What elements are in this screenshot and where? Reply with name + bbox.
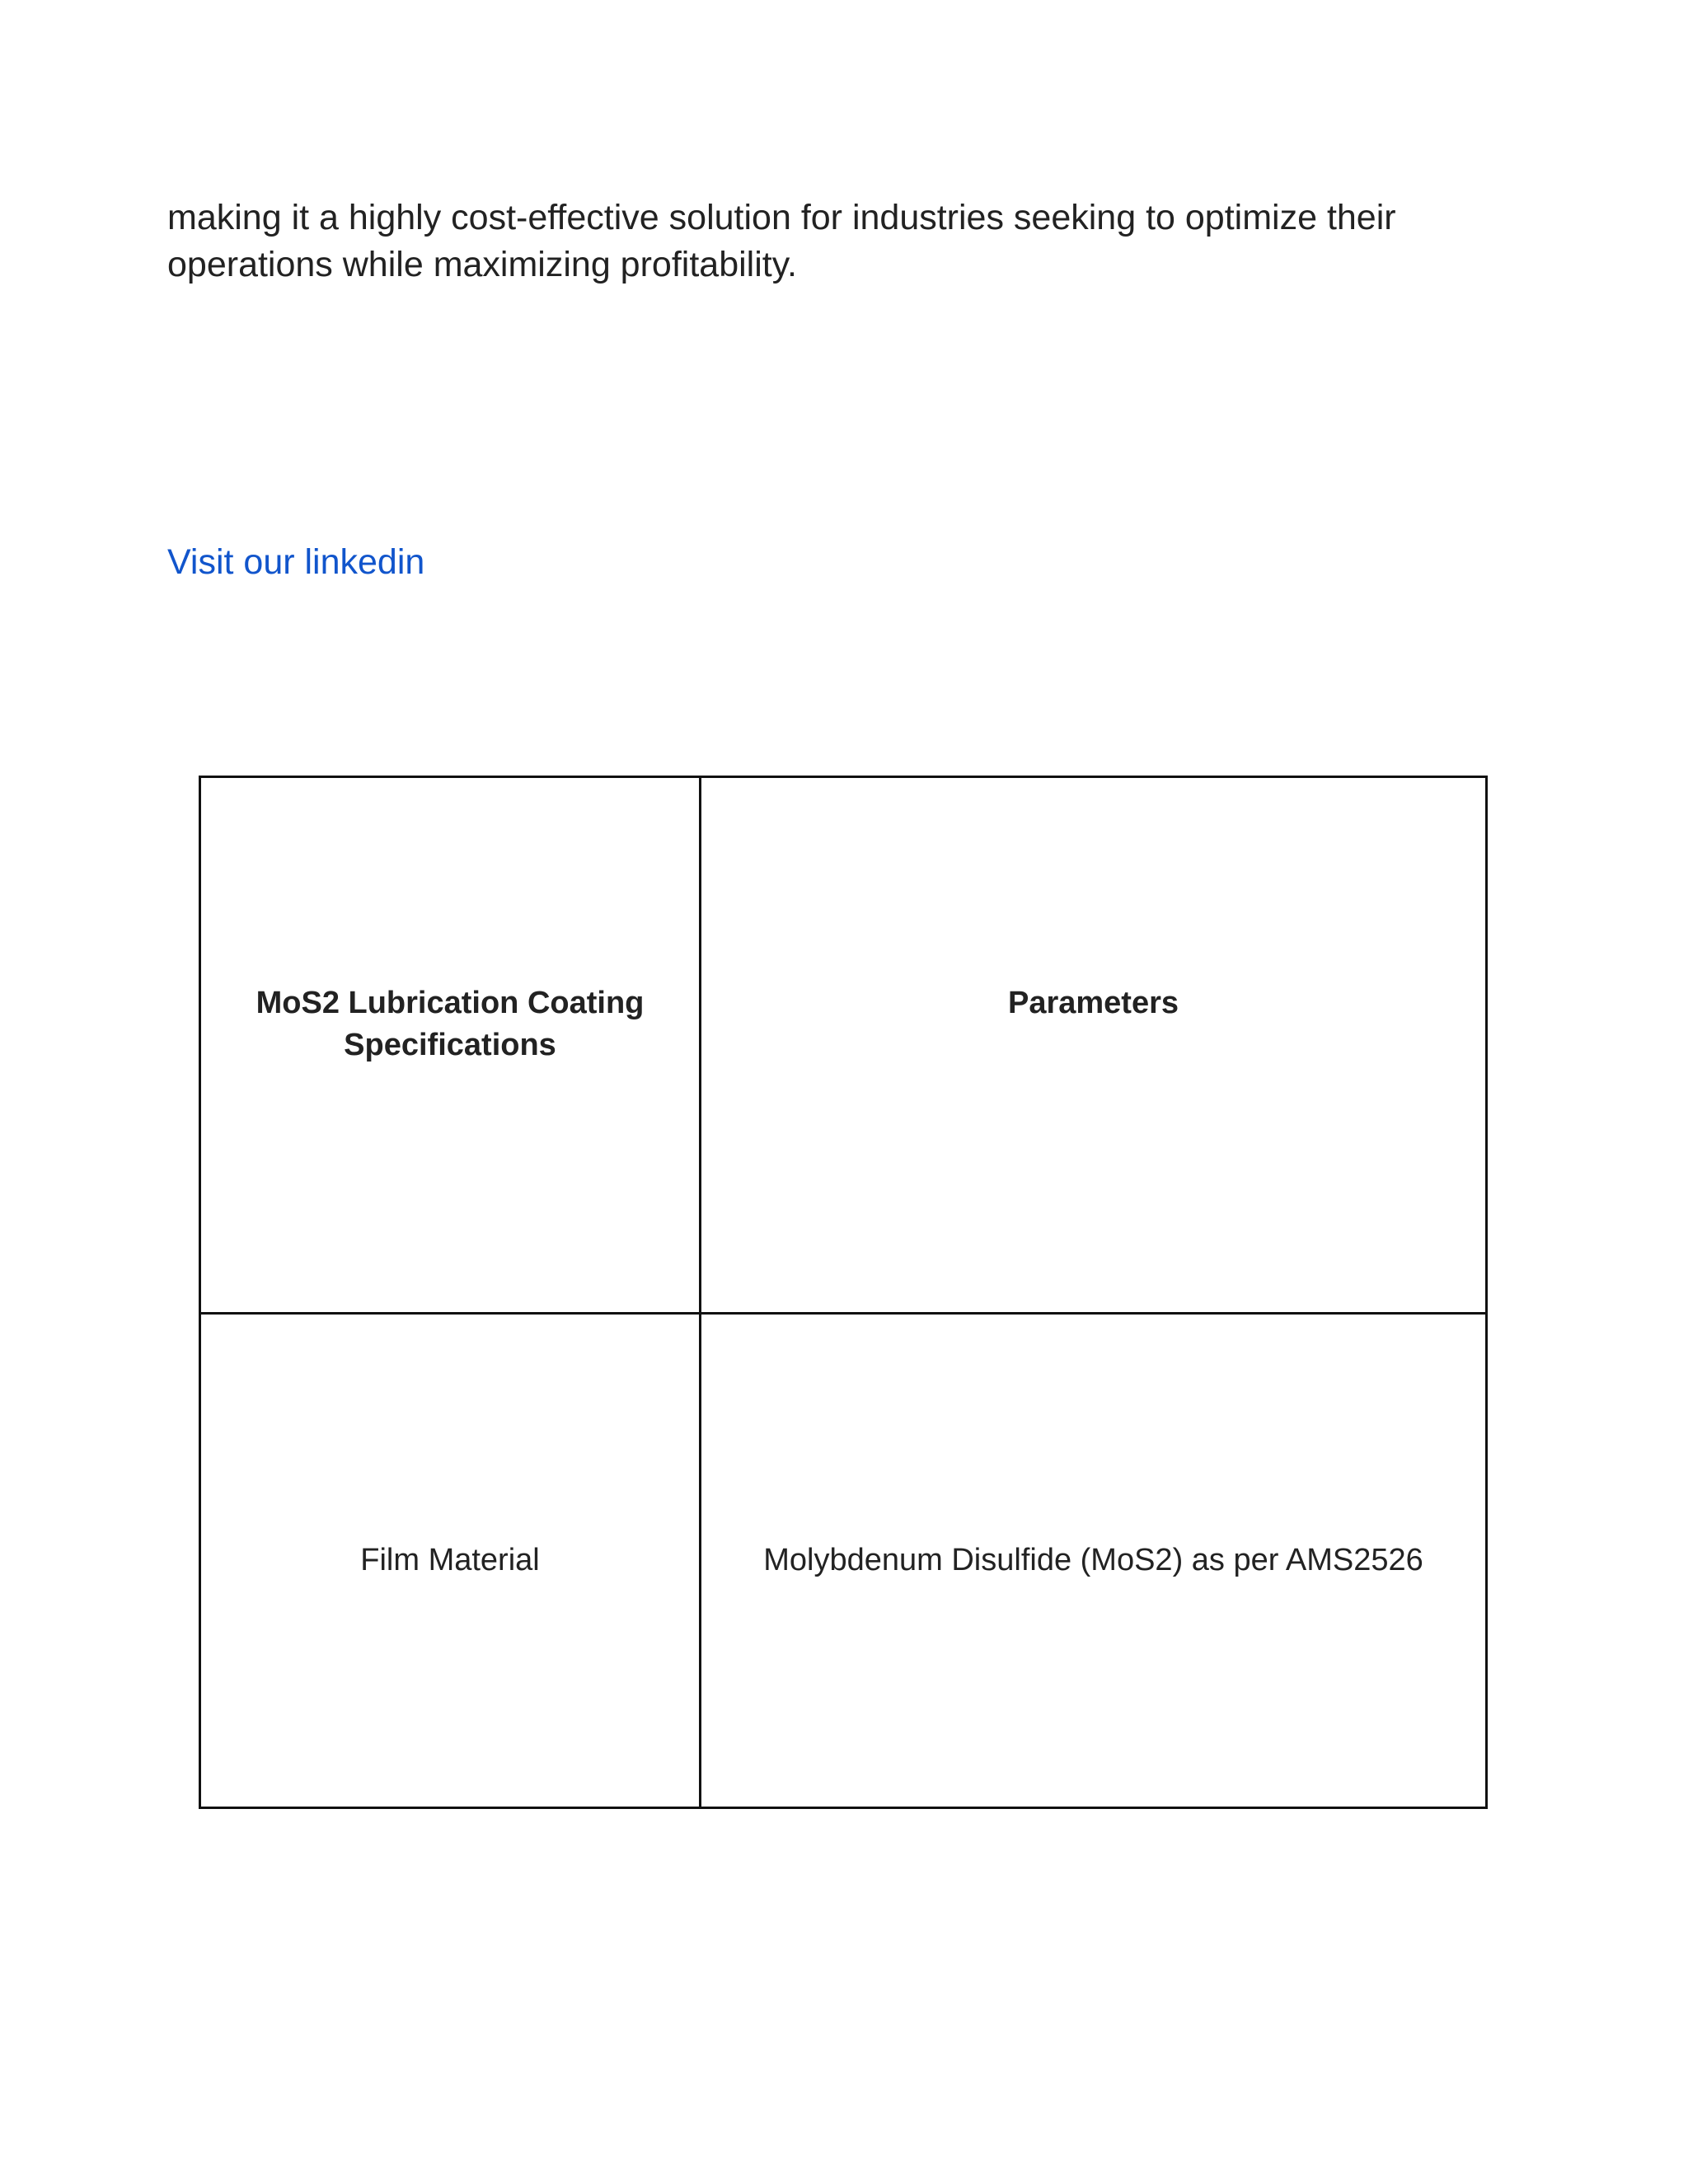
spec-table: [199, 776, 1488, 1809]
table-cell-value: Molybdenum Disulfide (MoS2) as per AMS2526: [701, 1314, 1487, 1808]
table-header-row: [200, 777, 1487, 1314]
body-paragraph: making it a highly cost-effective solution for industries seeking to optimize their operations while maximizing profitability.: [167, 198, 1396, 284]
table-header-cell-specifications: MoS2 Lubrication Coating Specifications: [200, 777, 701, 1314]
table-header-cell-parameters: Parameters: [701, 777, 1487, 1314]
linkedin-link[interactable]: Visit our linkedin: [167, 542, 425, 582]
table-cell-label: Film Material: [200, 1314, 701, 1808]
table-row: [200, 1314, 1487, 1808]
